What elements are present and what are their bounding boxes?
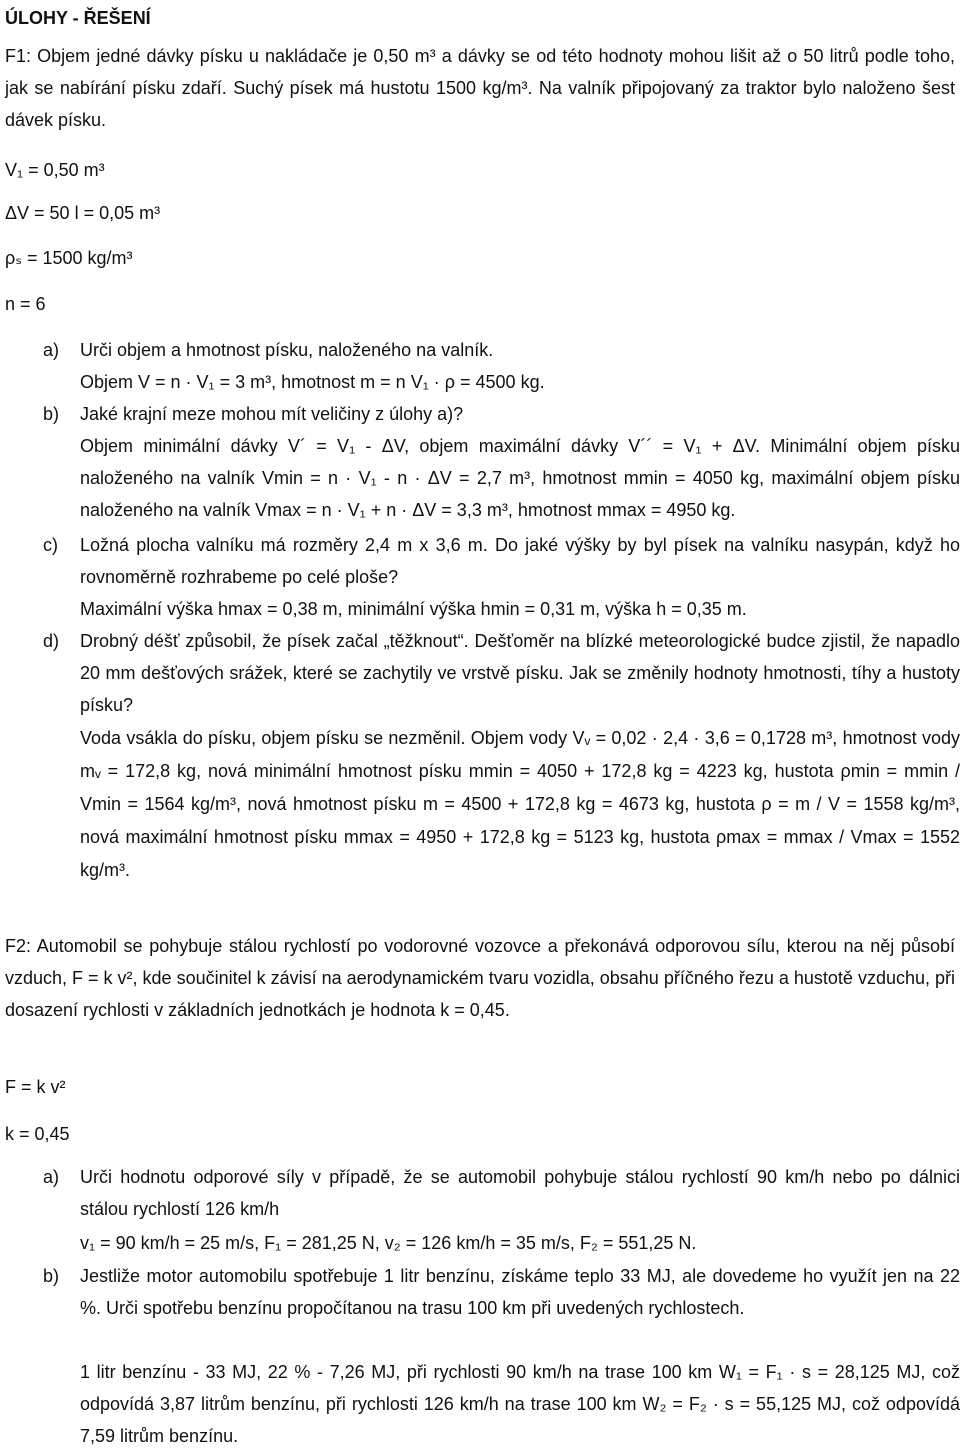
f1-b-question: Jaké krajní meze mohou mít veličiny z úlohy a)? <box>80 404 464 424</box>
f1-d-answer: Voda vsákla do písku, objem písku se nezměnil. Objem vody Vᵥ = 0,02 · 2,4 · 3,6 = 0,1728 m³, hmotnost vody mᵥ = 172,8 kg, nová minimální hmotnost písku mmin = 4050 + 172,8 kg = 4223 kg, hustota ρmin = mmin / Vmin = 1564 kg/m³, nová hmotnost písku m = 4500 + 172,8 kg = 4673 kg, hustota ρ = m / V = 1558 kg/m³, nová maximální hmotnost písku mmax = 4950 + 172,8 kg = 5123 kg, hustota ρmax = mmax / Vmax = 1552 kg/m³. <box>80 728 960 880</box>
f2-given-f: F = k v² <box>5 1077 66 1097</box>
f1-given-v1: V₁ = 0,50 m³ <box>5 160 105 180</box>
f1-c-label: c) <box>43 535 58 555</box>
f1-c-answer: Maximální výška hmax = 0,38 m, minimální výška hmin = 0,31 m, výška h = 0,35 m. <box>80 599 747 619</box>
f2-given-k: k = 0,45 <box>5 1124 70 1144</box>
f1-given-rho: ρₛ = 1500 kg/m³ <box>5 248 133 268</box>
f1-d-question: Drobný déšť způsobil, že písek začal „těžknout“. Dešťoměr na blízké meteorologické budce zjistil, že napadlo 20 mm dešťových srážek, které se zachytily ve vrstvě písku. Jak se změnily hodnoty hmotnosti, tíhy a hustoty písku? <box>80 631 960 715</box>
f1-task-text: F1: Objem jedné dávky písku u nakládače je 0,50 m³ a dávky se od této hodnoty mohou lišit až o 50 litrů podle toho, jak se nabírání písku zdaří. Suchý písek má hustotu 1500 kg/m³. Na valník připojovaný za traktor bylo naloženo šest dávek písku. <box>5 46 955 130</box>
f1-a-label: a) <box>43 340 60 360</box>
f2-a-label: a) <box>43 1167 60 1187</box>
f1-b-answer: Objem minimální dávky V´ = V₁ - ΔV, objem maximální dávky V´´ = V₁ + ΔV. Minimální objem písku naloženého na valník Vmin = n · V₁ - n · ΔV = 2,7 m³, hmotnost mmin = 4050 kg, maximální objem písku naloženého na valník Vmax = n · V₁ + n · ΔV = 3,3 m³, hmotnost mmax = 4950 kg. <box>80 436 960 520</box>
f1-b-label: b) <box>43 404 60 424</box>
f2-a-answer: v₁ = 90 km/h = 25 m/s, F₁ = 281,25 N, v₂ = 126 km/h = 35 m/s, F₂ = 551,25 N. <box>80 1233 697 1253</box>
f2-task <box>5 930 955 1026</box>
f1-task <box>5 40 955 136</box>
f2-b-question: Jestliže motor automobilu spotřebuje 1 litr benzínu, získáme teplo 33 MJ, ale dovedeme ho využít jen na 22 %. Urči spotřebu benzínu propočítanou na trasu 100 km při uvedených rychlostech. <box>80 1266 960 1318</box>
f1-c-question: Ložná plocha valníku má rozměry 2,4 m x 3,6 m. Do jaké výšky by byl písek na valníku nasypán, když ho rovnoměrně rozhrabeme po celé ploše? <box>80 535 960 587</box>
f2-a-question: Urči hodnotu odporové síly v případě, že se automobil pohybuje stálou rychlostí 90 km/h nebo po dálnici stálou rychlostí 126 km/h <box>80 1167 960 1219</box>
f1-a-question: Urči objem a hmotnost písku, naloženého na valník. <box>80 340 494 360</box>
f1-a-answer: Objem V = n · V₁ = 3 m³, hmotnost m = n V₁ · ρ = 4500 kg. <box>80 372 545 392</box>
f1-d-label: d) <box>43 631 60 651</box>
f1-given-dv: ΔV = 50 l = 0,05 m³ <box>5 203 161 223</box>
f2-b-label: b) <box>43 1266 60 1286</box>
f2-b-answer: 1 litr benzínu - 33 MJ, 22 % - 7,26 MJ, při rychlosti 90 km/h na trase 100 km W₁ = F₁ · s = 28,125 MJ, což odpovídá 3,87 litrům benzínu, při rychlosti 126 km/h na trase 100 km W₂ = F₂ · s = 55,125 MJ, což odpovídá 7,59 litrům benzínu. <box>80 1362 960 1446</box>
f2-task-text: F2: Automobil se pohybuje stálou rychlostí po vodorovné vozovce a překonává odporovou sílu, kterou na něj působí vzduch, F = k v², kde součinitel k závisí na aerodynamickém tvaru vozidla, obsahu příčného řezu a hustotě vzduchu, při dosazení rychlosti v základních jednotkách je hodnota k = 0,45. <box>5 936 955 1020</box>
f1-given-n: n = 6 <box>5 294 46 314</box>
page-title: ÚLOHY - ŘEŠENÍ <box>5 8 151 28</box>
